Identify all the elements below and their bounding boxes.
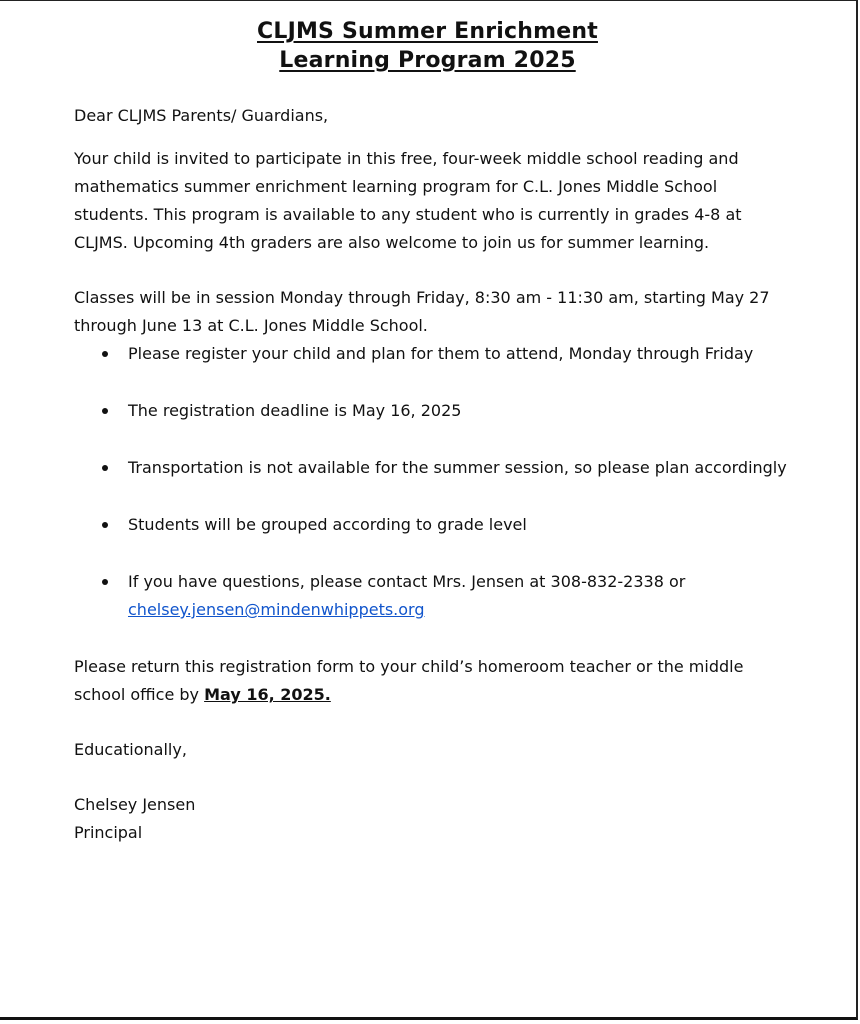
return-instructions — [74, 653, 794, 709]
contact-email-link[interactable]: chelsey.jensen@mindenwhippets.org — [128, 600, 425, 619]
info-bullet-list — [74, 340, 794, 624]
intro-paragraph: Your child is invited to participate in this free, four-week middle school reading and mathematics summer enrichment learning program for C.L. Jones Middle School students. This program is available to any student who is currently in grades 4-8 at CLJMS. Upcoming 4th graders are also welcome to join us for summer learning. — [74, 149, 742, 252]
session-paragraph: Classes will be in session Monday through Friday, 8:30 am - 11:30 am, starting May 27 through June 13 at C.L. Jones Middle School. — [74, 288, 770, 335]
signer-title: Principal — [74, 823, 143, 842]
contact-text: If you have questions, please contact Mrs. Jensen at 308-832-2338 or — [128, 572, 686, 591]
signer-name: Chelsey Jensen — [74, 795, 196, 814]
bullet-icon — [102, 579, 108, 585]
salutation: Dear CLJMS Parents/ Guardians, — [74, 106, 329, 125]
page-title — [0, 17, 855, 75]
bullet-text: Students will be grouped according to grade level — [128, 515, 527, 534]
bullet-icon — [102, 522, 108, 528]
bullet-text: Please register your child and plan for them to attend, Monday through Friday — [128, 344, 754, 363]
bullet-icon — [102, 408, 108, 414]
list-item — [74, 511, 794, 539]
return-deadline: May 16, 2025. — [204, 685, 331, 704]
bullet-icon — [102, 351, 108, 357]
list-item — [74, 454, 794, 482]
title-line-2: Learning Program 2025 — [279, 48, 576, 73]
list-item — [74, 397, 794, 425]
list-item — [74, 568, 794, 624]
title-line-1: CLJMS Summer Enrichment — [257, 19, 598, 44]
return-text: Please return this registration form to your child’s homeroom teacher or the middle school office by — [74, 657, 744, 704]
list-item — [74, 340, 794, 368]
letter-body — [74, 102, 794, 847]
signature-block — [74, 791, 794, 847]
bullet-text: Transportation is not available for the summer session, so please plan accordingly — [128, 458, 787, 477]
bullet-icon — [102, 465, 108, 471]
bullet-text: The registration deadline is May 16, 2025 — [128, 401, 462, 420]
closing: Educationally, — [74, 740, 187, 759]
